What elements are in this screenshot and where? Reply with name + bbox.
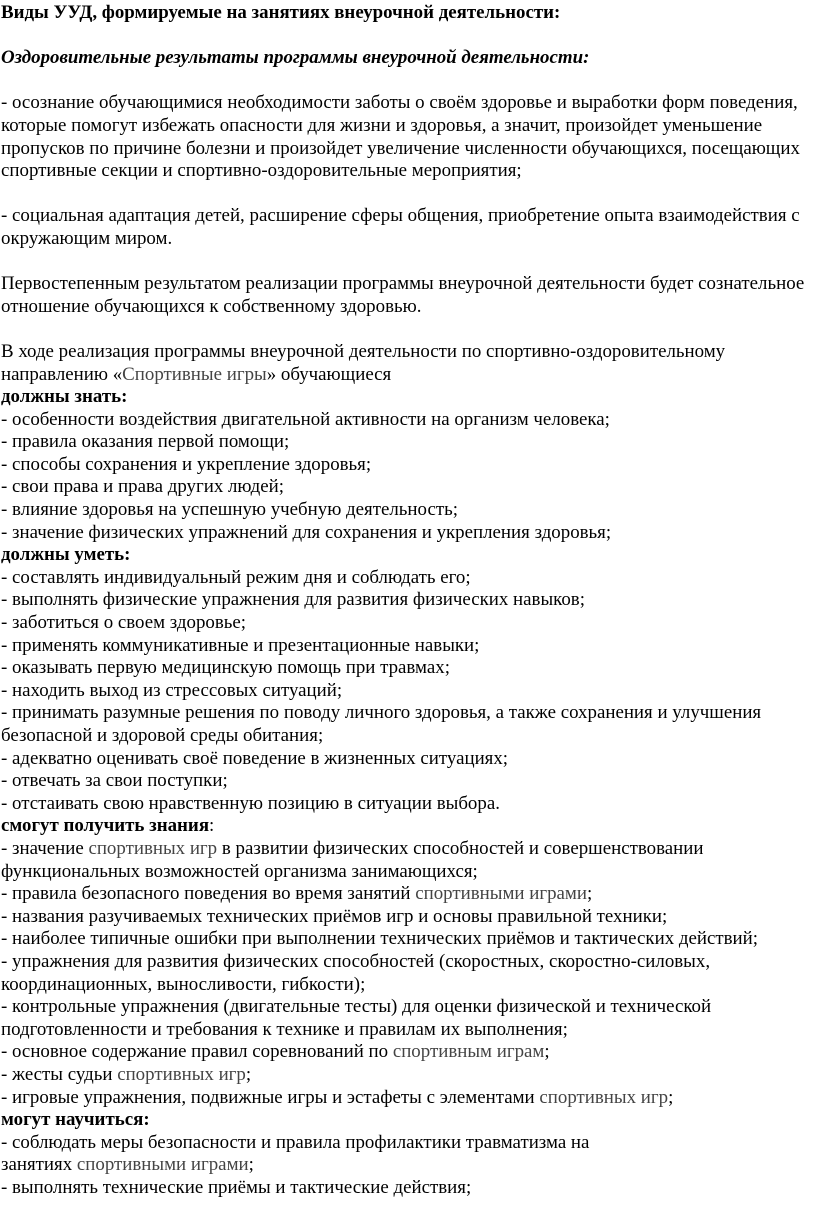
list-item: - названия разучиваемых технических приёмов игр и основы правильной техники; <box>1 905 668 927</box>
blank-line <box>1 70 813 93</box>
list-item: - составлять индивидуальный режим дня и соблюдать его; <box>1 566 471 588</box>
list-item: - правила оказания первой помощи; <box>1 431 290 453</box>
primary-result-paragraph: Первостепенным результатом реализации программы внеурочной деятельности будет сознательное отношение обучающихся к собственному здоровью. <box>1 273 805 317</box>
intro-paragraph <box>1 341 813 386</box>
blank-line <box>1 251 813 274</box>
knowledge-heading <box>1 815 813 838</box>
result-paragraph: - социальная адаптация детей, расширение сферы общения, приобретение опыта взаимодействия с окружающим миром. <box>1 205 800 249</box>
list-item: - наиболее типичные ошибки при выполнении технических приёмов и тактических действий; <box>1 928 758 950</box>
document <box>1 2 813 1199</box>
list-item: - выполнять технические приёмы и тактические действия; <box>1 1176 472 1198</box>
able-heading: должны уметь: <box>1 544 131 566</box>
list-item: - основное содержание правил соревнований по спортивным играм; <box>1 1041 550 1063</box>
list-item: - заботиться о своем здоровье; <box>1 612 247 634</box>
list-item: - игровые упражнения, подвижные игры и эстафеты с элементами спортивных игр; <box>1 1086 674 1108</box>
list-item: - значение физических упражнений для сохранения и укрепления здоровья; <box>1 521 612 543</box>
list-item-line: - соблюдать меры безопасности и правила профилактики травматизма на <box>1 1131 590 1153</box>
list-item: - отвечать за свои поступки; <box>1 770 228 792</box>
list-item <box>1 1132 813 1177</box>
list-item: - применять коммуникативные и презентационные навыки; <box>1 634 480 656</box>
know-list <box>1 409 813 545</box>
knowledge-list <box>1 838 813 1109</box>
list-item: - отстаивать свою нравственную позицию в ситуации выбора. <box>1 792 500 814</box>
list-item: - принимать разумные решения по поводу личного здоровья, а также сохранения и улучшения безопасной и здоровой среды обитания; <box>1 702 762 746</box>
document-subheading: Оздоровительные результаты программы внеурочной деятельности: <box>1 47 590 69</box>
learn-list <box>1 1132 813 1200</box>
list-item: - способы сохранения и укрепление здоровья; <box>1 453 372 475</box>
knowledge-heading-colon: : <box>209 815 215 837</box>
program-name: Спортивные игры <box>122 363 267 385</box>
learn-heading: могут научиться: <box>1 1109 150 1131</box>
blank-line <box>1 318 813 341</box>
list-item: - находить выход из стрессовых ситуаций; <box>1 679 343 701</box>
result-paragraph: - осознание обучающимися необходимости заботы о своём здоровье и выработки форм поведения, которые помогут избежать опасности для жизни и здоровья, а значит, произойдет уменьшение пропусков по причине болезни и произойдет увеличение численности обучающихся, посещающих спортивные секции и спортивно-оздоровительные мероприятия; <box>1 92 800 182</box>
list-item: - адекватно оценивать своё поведение в жизненных ситуациях; <box>1 747 509 769</box>
list-item: - значение спортивных игр в развитии физических способностей и совершенствовании функциональных возможностей организма занимающихся; <box>1 837 704 882</box>
list-item-line: занятиях спортивными играми; <box>1 1154 254 1176</box>
know-heading: должны знать: <box>1 386 128 408</box>
intro-text-end: » обучающиеся <box>266 363 392 385</box>
blank-line <box>1 25 813 48</box>
list-item: - контрольные упражнения (двигательные тесты) для оценки физической и технической подготовленности и требования к технике и правилам их выполнения; <box>1 996 712 1040</box>
list-item: - особенности воздействия двигательной активности на организм человека; <box>1 408 610 430</box>
document-heading: Виды УУД, формируемые на занятиях внеурочной деятельности: <box>1 2 561 23</box>
able-list <box>1 567 813 816</box>
list-item: - выполнять физические упражнения для развития физических навыков; <box>1 589 585 611</box>
list-item: - жесты судьи спортивных игр; <box>1 1063 252 1085</box>
list-item: - оказывать первую медицинскую помощь при травмах; <box>1 657 450 679</box>
list-item: - правила безопасного поведения во время занятий спортивными играми; <box>1 883 593 905</box>
intro-text: В ходе реализация программы внеурочной деятельности по спортивно-оздоровительному направлению « <box>1 340 726 385</box>
blank-line <box>1 183 813 206</box>
list-item: - влияние здоровья на успешную учебную деятельность; <box>1 499 458 521</box>
list-item: - свои права и права других людей; <box>1 476 284 498</box>
knowledge-heading-text: смогут получить знания <box>1 815 210 837</box>
list-item: - упражнения для развития физических способностей (скоростных, скоростно-силовых, координационных, выносливости, гибкости); <box>1 950 711 995</box>
